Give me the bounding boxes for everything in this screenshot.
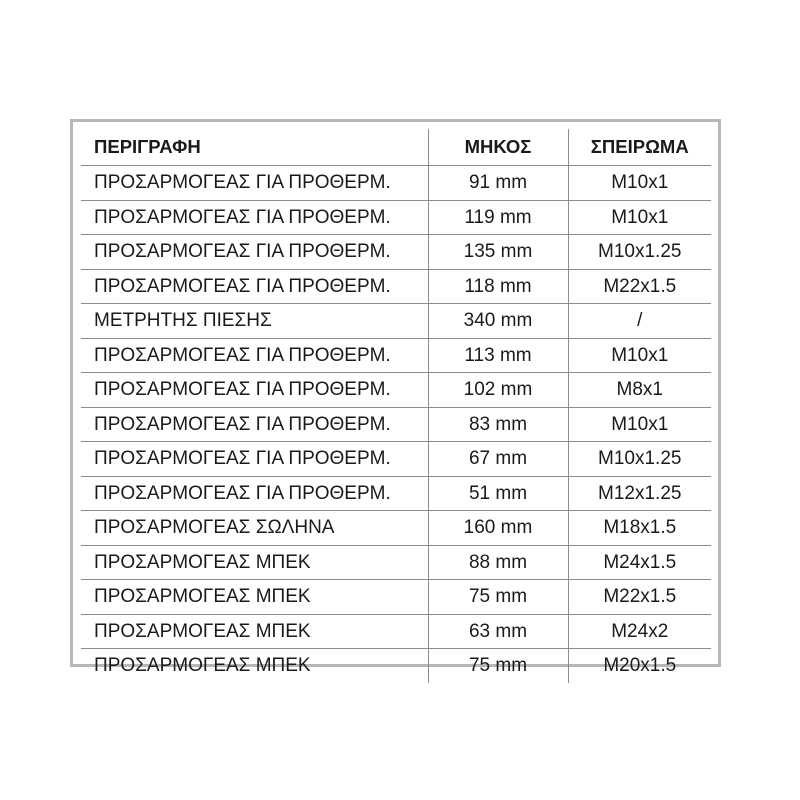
table-row [81,442,711,477]
cell-length: 51 mm [428,476,568,511]
cell-length: 118 mm [428,269,568,304]
cell-thread: M22x1.5 [568,269,711,304]
cell-length: 135 mm [428,235,568,270]
cell-description: ΠΡΟΣΑΡΜΟΓΕΑΣ ΓΙΑ ΠΡΟΘΕΡΜ. [81,235,428,270]
cell-thread: M20x1.5 [603,655,677,677]
cell-thread: M10x1 [568,338,711,373]
header-thread: ΣΠΕΙΡΩΜΑ [568,129,711,166]
table-row [81,476,711,511]
cell-thread: M8x1 [568,373,711,408]
cell-thread: M10x1.25 [568,442,711,477]
cell-length: 119 mm [428,200,568,235]
cell-description: ΠΡΟΣΑΡΜΟΓΕΑΣ ΓΙΑ ΠΡΟΘΕΡΜ. [81,200,428,235]
cell-description: ΠΡΟΣΑΡΜΟΓΕΑΣ ΓΙΑ ΠΡΟΘΕΡΜ. [81,338,428,373]
cell-length: 340 mm [428,304,568,339]
table-row [81,407,711,442]
cell-description: ΠΡΟΣΑΡΜΟΓΕΑΣ ΜΠΕΚ [81,614,428,649]
table-row [81,649,711,683]
spec-table-frame [70,119,721,677]
cell-description: ΠΡΟΣΑΡΜΟΓΕΑΣ ΜΠΕΚ [81,580,428,615]
cell-length: 63 mm [428,614,568,649]
cell-description: ΠΡΟΣΑΡΜΟΓΕΑΣ ΓΙΑ ΠΡΟΘΕΡΜ. [81,407,428,442]
header-description: ΠΕΡΙΓΡΑΦΗ [81,129,428,166]
table-row [81,235,711,270]
cell-thread: M10x1 [568,166,711,201]
cell-thread: M10x1 [568,407,711,442]
table-row [81,304,711,339]
cell-thread: M10x1.25 [568,235,711,270]
table-row [81,269,711,304]
cell-description: ΠΡΟΣΑΡΜΟΓΕΑΣ ΜΠΕΚ [81,545,428,580]
cell-length: 113 mm [428,338,568,373]
table-row [81,166,711,201]
cell-thread: M12x1.25 [568,476,711,511]
cell-length: 75 mm [428,580,568,615]
cell-description: ΠΡΟΣΑΡΜΟΓΕΑΣ ΓΙΑ ΠΡΟΘΕΡΜ. [81,269,428,304]
cell-description: ΠΡΟΣΑΡΜΟΓΕΑΣ ΓΙΑ ΠΡΟΘΕΡΜ. [81,442,428,477]
table-body [81,166,711,683]
cell-thread: M18x1.5 [568,511,711,546]
header-length: ΜΗΚΟΣ [428,129,568,166]
cell-description: ΠΡΟΣΑΡΜΟΓΕΑΣ ΓΙΑ ΠΡΟΘΕΡΜ. [81,373,428,408]
cell-description: ΠΡΟΣΑΡΜΟΓΕΑΣ ΓΙΑ ΠΡΟΘΕΡΜ. [81,166,428,201]
cell-thread: M22x1.5 [568,580,711,615]
table-row [81,373,711,408]
cell-thread: / [568,304,711,339]
cell-length: 102 mm [428,373,568,408]
cell-description: ΠΡΟΣΑΡΜΟΓΕΑΣ ΜΠΕΚ [81,649,428,683]
cell-length: 75 mm [428,649,568,683]
cell-description: ΠΡΟΣΑΡΜΟΓΕΑΣ ΣΩΛΗΝΑ [81,511,428,546]
table-row [81,545,711,580]
table-row [81,338,711,373]
cell-thread: M24x2 [568,614,711,649]
cell-length: 83 mm [428,407,568,442]
table-row [81,580,711,615]
cell-description: ΠΡΟΣΑΡΜΟΓΕΑΣ ΓΙΑ ΠΡΟΘΕΡΜ. [81,476,428,511]
cell-length: 91 mm [428,166,568,201]
table-row [81,200,711,235]
table-row [81,614,711,649]
table-header-row [81,129,711,166]
cell-thread: M24x1.5 [568,545,711,580]
cell-thread: M10x1 [568,200,711,235]
cell-length: 160 mm [428,511,568,546]
cell-length: 67 mm [428,442,568,477]
cell-length: 88 mm [428,545,568,580]
cell-description: ΜΕΤΡΗΤΗΣ ΠΙΕΣΗΣ [81,304,428,339]
spec-table [81,129,711,683]
table-row [81,511,711,546]
